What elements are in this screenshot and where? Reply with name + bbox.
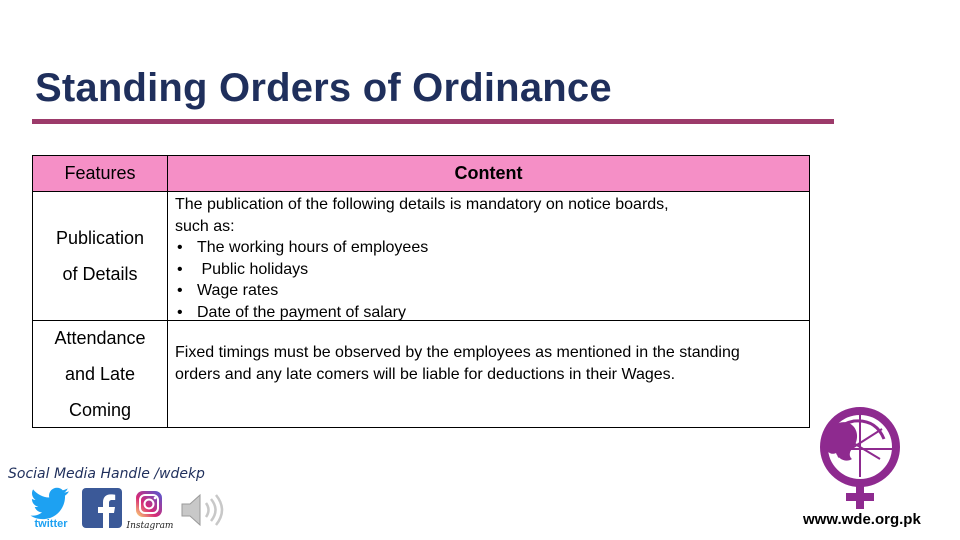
website-url[interactable]: www.wde.org.pk xyxy=(803,511,921,528)
header-features: Features xyxy=(33,156,168,192)
feature-attendance xyxy=(33,321,168,427)
content-publication xyxy=(168,192,809,321)
social-media-label: Social Media Handle /wdekp xyxy=(8,466,205,482)
content-intro: The publication of the following details is mandatory on notice boards, such as: xyxy=(175,196,669,235)
feature-line: Attendance xyxy=(54,328,146,348)
feature-line: of Details xyxy=(62,264,138,284)
orders-table xyxy=(32,155,810,428)
speaker-icon[interactable] xyxy=(178,490,226,530)
feature-line: Publication xyxy=(55,228,145,248)
feature-line: and Late xyxy=(64,364,136,384)
header-content: Content xyxy=(168,156,809,192)
social-icons xyxy=(26,486,236,534)
bullet-item: • The working hours of employees xyxy=(175,237,809,259)
facebook-icon[interactable] xyxy=(82,488,122,528)
content-attendance: Fixed timings must be observed by the employees as mentioned in the standing orders and any late comers will be liable for deductions in their Wages. xyxy=(175,344,740,383)
instagram-caption: Instagram xyxy=(126,521,174,531)
bullet-list xyxy=(175,237,809,323)
slide-title: Standing Orders of Ordinance xyxy=(35,66,612,110)
title-underline xyxy=(32,119,834,124)
bullet-item: • Public holidays xyxy=(175,259,809,281)
instagram-icon[interactable] xyxy=(126,490,174,531)
twitter-icon[interactable] xyxy=(26,486,76,530)
feature-line: Coming xyxy=(68,400,132,420)
twitter-caption: twitter xyxy=(34,518,68,530)
wde-logo-icon xyxy=(810,405,910,515)
bullet-item: • Wage rates xyxy=(175,280,809,302)
feature-publication xyxy=(33,192,168,321)
bullet-item: • Date of the payment of salary xyxy=(175,302,809,324)
